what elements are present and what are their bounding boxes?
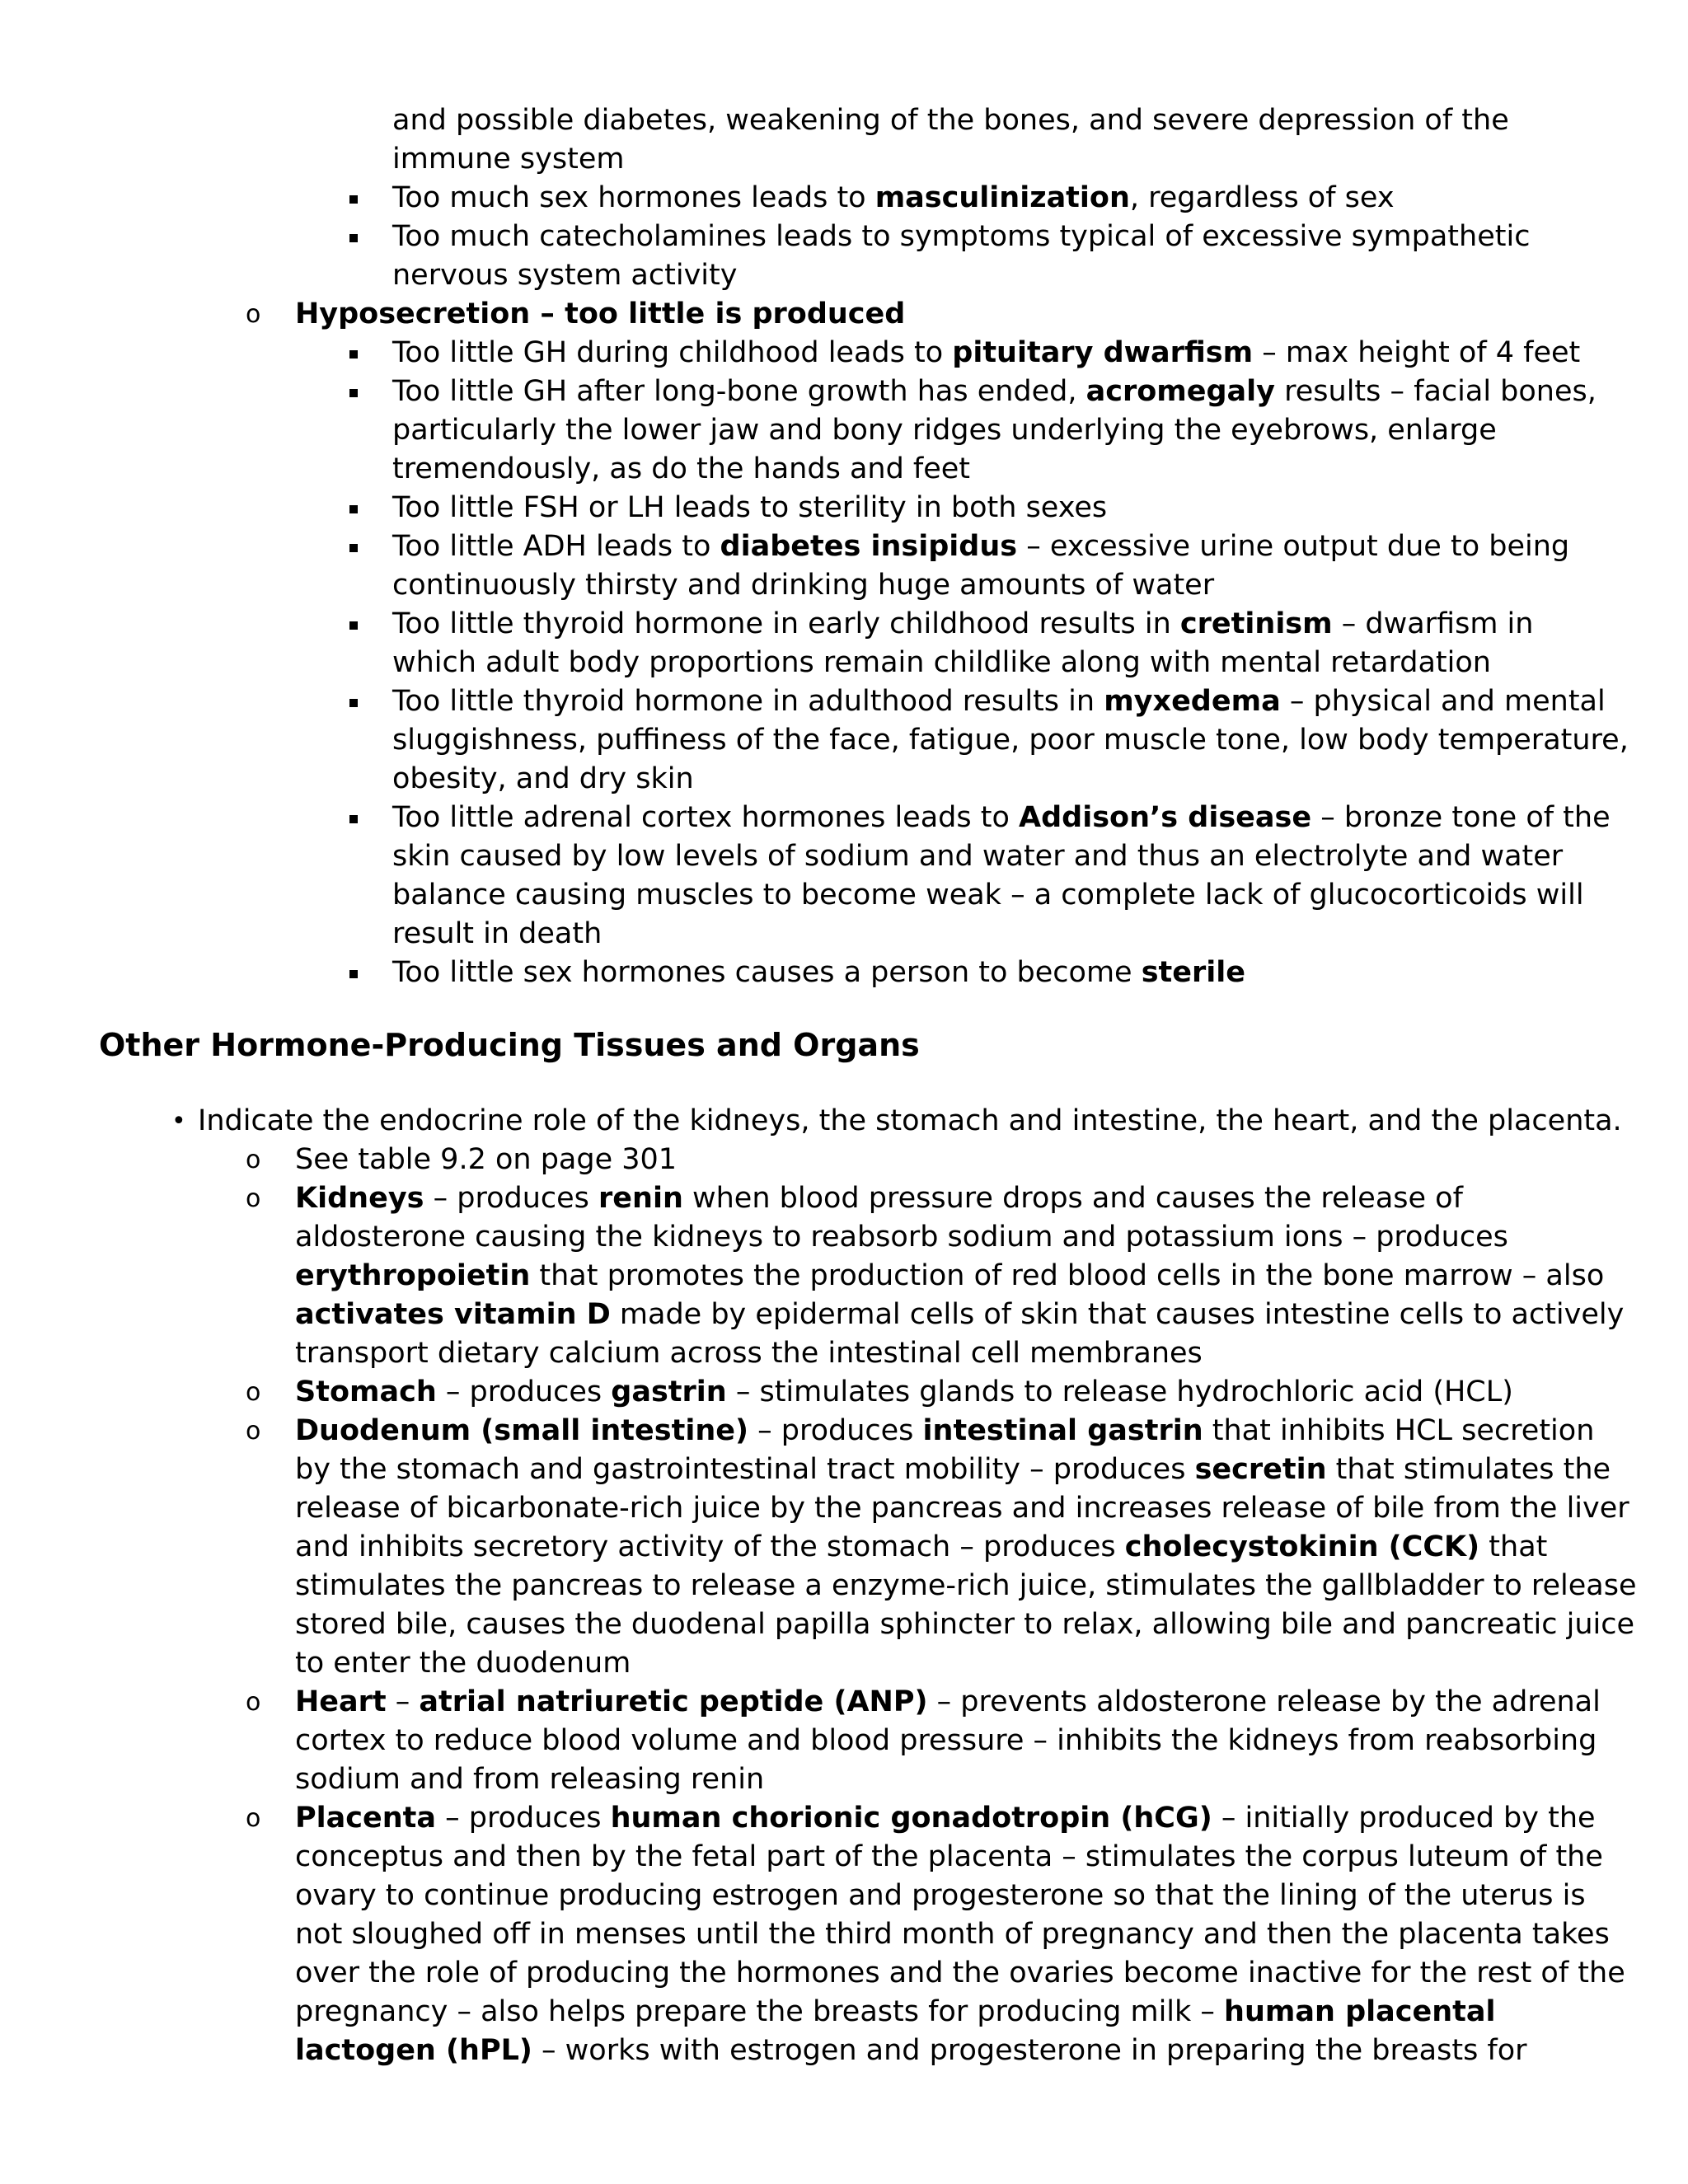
text-segment: Too little GH after long-bone growth has ended, [392,375,1086,408]
text-segment: that promotes the production of red blood cells in the bone marrow – also [530,1259,1605,1292]
bold-term: erythropoietin [295,1259,531,1292]
bold-term: diabetes insipidus [720,530,1018,563]
text-segment: result in death [392,917,603,950]
text-segment: results – facial bones, [1275,375,1597,408]
text-segment: – produces [436,1376,612,1408]
text-line [392,527,1569,566]
bold-term: cretinism [1179,607,1333,640]
bold-term: atrial natriuretic peptide (ANP) [419,1685,928,1718]
text-line [392,644,1491,682]
square-bullet [349,505,358,513]
circle-bullet: o [246,300,261,329]
text-segment: – [386,1685,420,1718]
text-line [392,373,1597,411]
text-segment: See table 9.2 on page 301 [295,1143,678,1176]
bold-term: acromegaly [1085,375,1275,408]
text-line [295,1605,1634,1644]
text-segment: Other Hormone-Producing Tissues and Organs [99,1027,920,1063]
text-line [392,411,1497,450]
text-segment: to enter the duodenum [295,1647,631,1680]
text-segment: balance causing muscles to become weak – a complete lack of glucocorticoids will [392,879,1584,912]
square-bullet [349,195,358,204]
text-segment: – produces [436,1802,611,1835]
bold-term: human placental [1224,1995,1496,2028]
text-line [392,721,1629,760]
text-line [295,1683,1601,1722]
text-segment: sluggishness, puffiness of the face, fatigue, poor muscle tone, low body temperature, [392,724,1629,757]
square-bullet [349,234,358,242]
text-segment: Too little adrenal cortex hormones leads to [392,801,1019,834]
text-segment: – initially produced by the [1212,1802,1596,1835]
text-line [392,489,1107,527]
bold-term: secretin [1194,1453,1327,1486]
text-line [295,2032,1527,2070]
text-segment: over the role of producing the hormones and the ovaries become inactive for the rest of the [295,1957,1625,1990]
text-line [295,1993,1496,2032]
square-bullet [349,970,358,978]
circle-bullet: o [246,1378,261,1407]
bold-term: Addison’s disease [1019,801,1312,834]
text-line [392,218,1530,256]
text-segment: continuously thirsty and drinking huge amounts of water [392,569,1215,602]
bold-term: intestinal gastrin [922,1414,1203,1447]
text-segment: Too little sex hormones causes a person to become [392,956,1142,989]
bold-term: Stomach [295,1376,437,1408]
text-segment: tremendously, as do the hands and feet [392,452,971,485]
text-line [392,256,737,295]
bold-term: activates vitamin D [295,1298,611,1331]
text-segment: sodium and from releasing renin [295,1763,765,1796]
text-segment: cortex to reduce blood volume and blood pressure – inhibits the kidneys from reabsorbing [295,1724,1597,1757]
text-line [295,1644,631,1683]
text-line [295,1218,1508,1257]
text-segment: Too much catecholamines leads to symptoms typical of excessive sympathetic [392,220,1531,253]
text-line [295,1877,1586,1915]
text-line [295,1838,1603,1877]
text-segment: and inhibits secretory activity of the stomach – produces [295,1530,1125,1563]
bold-term: cholecystokinin (CCK) [1124,1530,1480,1563]
text-line [295,1179,1463,1218]
text-segment: – prevents aldosterone release by the adrenal [927,1685,1601,1718]
disc-bullet: • [171,1107,186,1136]
text-line [392,101,1509,140]
text-segment: Too little thyroid hormone in early childhood results in [392,607,1180,640]
text-line [392,179,1395,218]
text-segment: transport dietary calcium across the intestinal cell membranes [295,1337,1203,1370]
text-segment: that stimulates the [1326,1453,1611,1486]
text-segment: immune system [392,143,625,176]
text-segment: Too little FSH or LH leads to sterility in both sexes [392,491,1108,524]
text-line [295,1296,1624,1334]
bold-term: pituitary dwarfism [952,336,1254,369]
text-line [392,876,1584,915]
text-line [295,1954,1625,1993]
bold-term: Duodenum (small intestine) [295,1414,748,1447]
text-segment: – produces [748,1414,923,1447]
text-line [295,1528,1547,1567]
text-line [392,682,1606,721]
text-line [295,1257,1604,1296]
text-segment: which adult body proportions remain childlike along with mental retardation [392,646,1491,679]
bold-term: myxedema [1104,685,1281,718]
text-segment: that inhibits HCL secretion [1203,1414,1595,1447]
bold-term: human chorionic gonadotropin (hCG) [610,1802,1212,1835]
bold-term: lactogen (hPL) [295,2034,532,2067]
text-line [295,1760,764,1799]
text-segment: that [1479,1530,1548,1563]
text-segment: – produces [424,1182,599,1215]
text-line [295,1373,1513,1412]
text-segment: Indicate the endocrine role of the kidneys, the stomach and intestine, the heart, and the placenta. [198,1104,1622,1137]
text-line [392,450,970,489]
text-segment: ovary to continue producing estrogen and progesterone so that the lining of the uterus is [295,1879,1586,1912]
circle-bullet: o [246,1688,261,1717]
text-segment: Too little thyroid hormone in adulthood results in [392,685,1104,718]
text-line [392,837,1563,876]
text-line [392,760,694,799]
text-line [392,799,1611,837]
text-segment: – dwarfism in [1332,607,1534,640]
bold-term: Kidneys [295,1182,424,1215]
square-bullet [349,350,358,359]
text-segment: pregnancy – also helps prepare the breasts for producing milk – [295,1995,1225,2028]
square-bullet [349,621,358,630]
bold-term: gastrin [611,1376,727,1408]
text-line [392,334,1580,373]
text-segment: particularly the lower jaw and bony ridges underlying the eyebrows, enlarge [392,414,1497,447]
text-segment: – stimulates glands to release hydrochloric acid (HCL) [726,1376,1513,1408]
text-segment: and possible diabetes, weakening of the bones, and severe depression of the [392,104,1509,137]
text-line [198,1102,1622,1141]
text-line [392,605,1533,644]
text-segment: , regardless of sex [1129,181,1395,214]
text-line [392,566,1214,605]
text-line [295,1799,1596,1838]
bold-term: renin [598,1182,683,1215]
section-heading [99,1024,920,1066]
circle-bullet: o [246,1146,261,1174]
text-segment: Too much sex hormones leads to [392,181,875,214]
text-line [295,1451,1611,1489]
text-segment: Too little ADH leads to [392,530,720,563]
text-line [295,1567,1637,1605]
circle-bullet: o [246,1417,261,1446]
text-line [295,1334,1203,1373]
circle-bullet: o [246,1804,261,1833]
text-segment: – physical and mental [1280,685,1606,718]
text-segment: when blood pressure drops and causes the release of [682,1182,1463,1215]
text-segment: aldosterone causing the kidneys to reabsorb sodium and potassium ions – produces [295,1221,1508,1254]
text-line [392,915,602,954]
square-bullet [349,544,358,552]
text-line [295,1915,1610,1954]
text-segment: stored bile, causes the duodenal papilla sphincter to relax, allowing bile and pancreatic juice [295,1608,1635,1641]
square-bullet [349,699,358,707]
square-bullet [349,815,358,823]
circle-bullet: o [246,1184,261,1213]
bold-term: Placenta [295,1802,437,1835]
text-line [295,295,905,334]
text-line [295,1722,1597,1760]
text-segment: stimulates the pancreas to release a enzyme-rich juice, stimulates the gallbladder to release [295,1569,1637,1602]
square-bullet [349,389,358,397]
text-segment: nervous system activity [392,259,738,292]
bold-term: masculinization [874,181,1130,214]
text-line [295,1141,677,1179]
text-line [295,1412,1594,1451]
bold-term: sterile [1141,956,1245,989]
text-segment: Too little GH during childhood leads to [392,336,953,369]
text-segment: obesity, and dry skin [392,762,694,795]
text-segment: by the stomach and gastrointestinal tract mobility – produces [295,1453,1195,1486]
text-segment: – excessive urine output due to being [1017,530,1570,563]
text-segment: – max height of 4 feet [1253,336,1581,369]
bold-term: Heart [295,1685,387,1718]
text-segment: conceptus and then by the fetal part of the placenta – stimulates the corpus luteum of the [295,1840,1603,1873]
text-segment: skin caused by low levels of sodium and water and thus an electrolyte and water [392,840,1564,873]
text-segment: release of bicarbonate-rich juice by the pancreas and increases release of bile from the liver [295,1492,1629,1525]
bold-term: Hyposecretion – too little is produced [295,298,906,330]
text-line [295,1489,1629,1528]
text-segment: not sloughed off in menses until the third month of pregnancy and then the placenta takes [295,1918,1610,1951]
text-segment: – works with estrogen and progesterone in preparing the breasts for [532,2034,1527,2067]
text-segment: – bronze tone of the [1311,801,1611,834]
text-line [392,140,624,179]
text-line [392,954,1245,992]
text-segment: made by epidermal cells of skin that causes intestine cells to actively [610,1298,1625,1331]
